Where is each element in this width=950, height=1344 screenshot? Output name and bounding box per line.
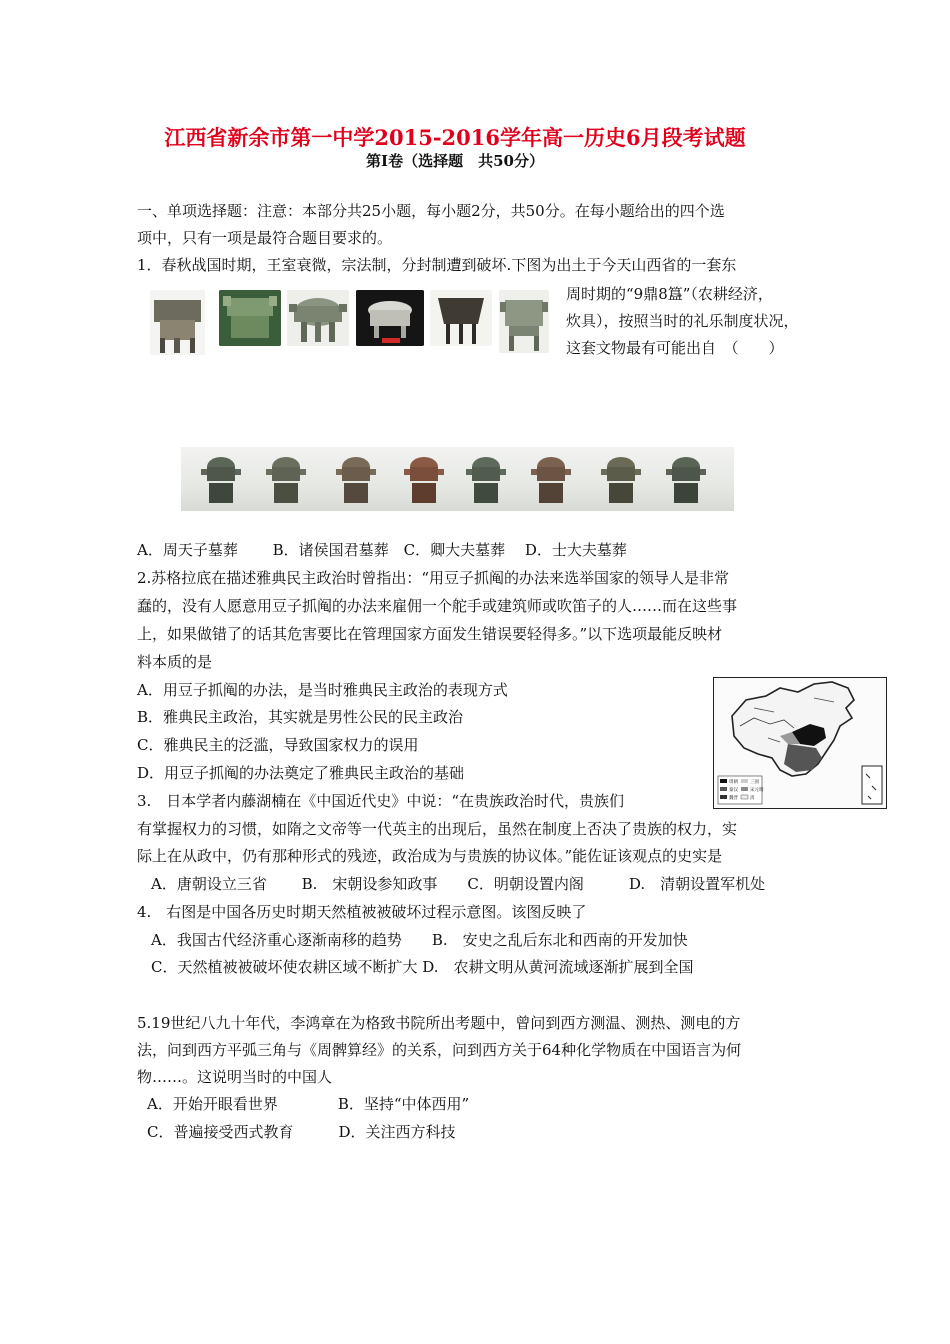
gui-vessel-7 — [601, 457, 641, 503]
q1-stem-line-3: 炊具），按照当时的礼乐制度状况， — [566, 312, 799, 330]
q1-stem-line-1: 1．春秋战国时期，王室衰微，宗法制，分封制遭到破坏.下图为出土于今天山西省的一套东 — [137, 256, 737, 274]
map-legend-label-4: 宋元明 — [750, 788, 764, 793]
q4-options-ab: A．我国古代经济重心逐渐南移的趋势 B. 安史之乱后东北和西南的开发加快 — [151, 931, 688, 949]
section-instructions-line-2: 项中，只有一项是最符合题目要求的。 — [137, 229, 393, 247]
q5-options-cd: C．普遍接受西式教育 D．关注西方科技 — [147, 1123, 456, 1141]
gui-vessel-5 — [466, 457, 506, 503]
map-inset-box — [862, 766, 882, 804]
bronze-vessel-photo-1 — [150, 290, 205, 355]
q3-stem-line-1: 3. 日本学者内藤湖楠在《中国近代史》中说：“在贵族政治时代，贵族们 — [137, 792, 624, 810]
gui-vessel-4 — [404, 457, 444, 503]
q2-option-a: A．用豆子抓阄的办法，是当时雅典民主政治的表现方式 — [137, 681, 508, 699]
gui-vessel-6 — [531, 457, 571, 503]
q2-option-c: C．雅典民主的泛滥，导致国家权力的误用 — [137, 736, 419, 754]
bronze-vessel-photo-6 — [499, 290, 549, 353]
gui-vessel-2 — [266, 457, 306, 503]
q3-stem-line-3: 际上在从政中，仍有那种形式的残迹，政治成为与贵族的协议体。”能佐证该观点的史实是 — [137, 847, 723, 865]
q5-stem-line-3: 物……。这说明当时的中国人 — [137, 1068, 333, 1086]
gui-vessel-8 — [666, 457, 706, 503]
q1-stem-line-2: 周时期的“9鼎8簋”（农耕经济， — [566, 285, 773, 303]
q2-stem-line-2: 蠢的，没有人愿意用豆子抓阄的办法来雇佣一个舵手或建筑师或吹笛子的人……而在这些事 — [137, 597, 738, 615]
q5-stem-line-1: 5.19世纪八九十年代，李鸿章在为格致书院所出考题中，曾问到西方测温、测热、测电的方 — [137, 1014, 741, 1032]
map-legend-label-5: 魏晋 — [729, 796, 738, 801]
map-legend-label-3: 秦汉 — [729, 788, 738, 793]
map-legend — [718, 776, 764, 804]
q5-stem-line-2: 法，问到西方平弧三角与《周髀算经》的关系，问到西方关于64种化学物质在中国语言为何 — [137, 1041, 742, 1059]
bronze-vessel-photo-2 — [219, 290, 281, 346]
gui-vessel-1 — [201, 457, 241, 503]
q4-stem-line-1: 4. 右图是中国各历史时期天然植被被破坏过程示意图。该图反映了 — [137, 903, 587, 921]
q5-options-ab: A．开始开眼看世界 B．坚持“中体西用” — [147, 1095, 470, 1113]
q3-stem-line-2: 有掌握权力的习惯，如隋之文帝等一代英主的出现后，虽然在制度上否决了贵族的权力，实 — [137, 820, 738, 838]
map-legend-label-6: 清 — [750, 796, 755, 801]
exam-subtitle: 第Ⅰ卷（选择题 共50分） — [366, 152, 544, 170]
eight-gui-vessels-photo — [181, 447, 734, 511]
map-legend-label-1: 周朝 — [729, 780, 738, 785]
bronze-vessel-photo-3 — [287, 290, 349, 346]
exam-title: 江西省新余市第一中学2015-2016学年高一历史6月段考试题 — [164, 125, 746, 150]
q1-stem-line-4: 这套文物最有可能出自 （ ） — [566, 339, 784, 357]
q2-option-d: D．用豆子抓阄的办法奠定了雅典民主政治的基础 — [137, 764, 465, 782]
bronze-vessel-photo-5 — [430, 290, 492, 346]
gui-vessel-3 — [336, 457, 376, 503]
map-legend-label-2: 三国 — [750, 780, 759, 785]
q2-option-b: B．雅典民主政治，其实就是男性公民的民主政治 — [137, 708, 464, 726]
q3-options: A．唐朝设立三省 B. 宋朝设参知政事 C．明朝设置内阁 D. 清朝设置军机处 — [151, 875, 766, 893]
q1-options: A．周天子墓葬 B．诸侯国君墓葬 C．卿大夫墓葬 D．士大夫墓葬 — [137, 541, 627, 559]
q4-options-cd: C．天然植被被破坏使农耕区域不断扩大 D. 农耕文明从黄河流域逐渐扩展到全国 — [151, 958, 694, 976]
china-vegetation-map — [713, 677, 887, 809]
section-instructions-line-1: 一、单项选择题：注意：本部分共25小题，每小题2分，共50分。在每小题给出的四个选 — [137, 202, 725, 220]
bronze-vessel-photo-4 — [356, 290, 424, 346]
q2-stem-line-3: 上，如果做错了的话其危害要比在管理国家方面发生错误要轻得多。”以下选项最能反映材 — [137, 625, 723, 643]
q2-stem-line-1: 2.苏格拉底在描述雅典民主政治时曾指出：“用豆子抓阄的办法来选举国家的领导人是非常 — [137, 569, 729, 587]
q2-stem-line-4: 料本质的是 — [137, 653, 213, 671]
